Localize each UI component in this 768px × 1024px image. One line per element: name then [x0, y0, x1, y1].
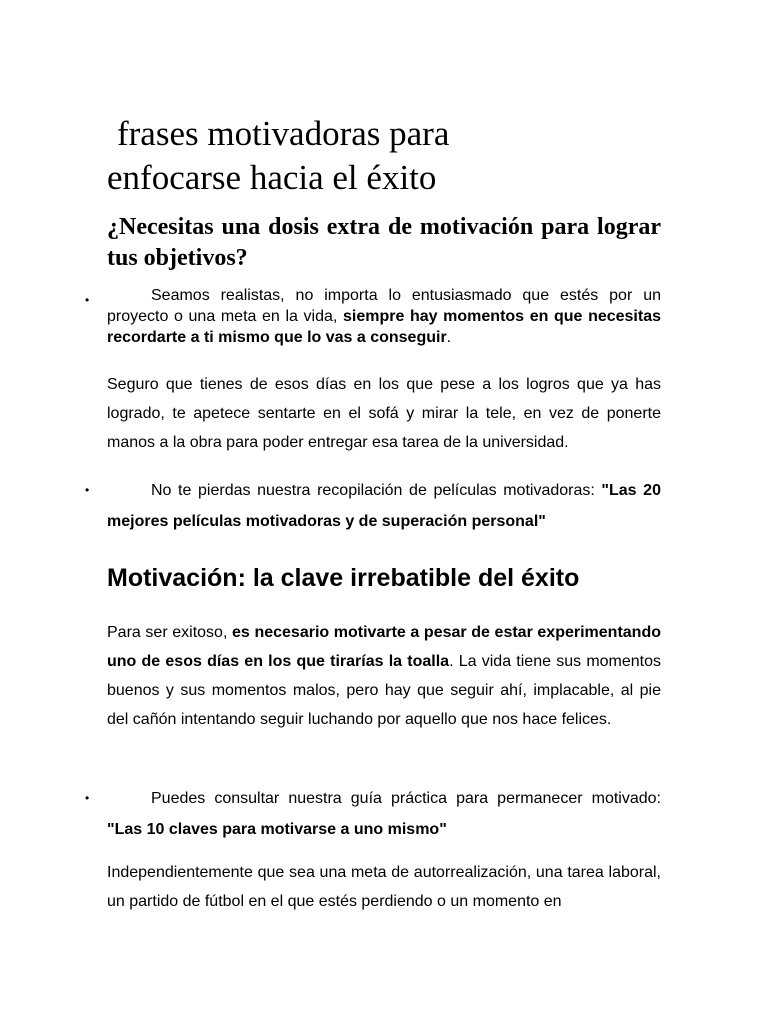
section-heading: Motivación: la clave irrebatible del éxito	[107, 564, 580, 592]
paragraph-independientemente: Independientemente que sea una meta de autorrealización, una tarea laboral, un partido de fútbol en el que estés perdiendo o un momento en	[107, 864, 661, 910]
guide-link[interactable]: "Las 10 claves para motivarse a uno mismo"	[107, 821, 447, 838]
paragraph-exitoso	[107, 618, 661, 734]
title-line-2: enfocarse hacia el éxito	[107, 158, 437, 197]
page-title	[107, 112, 661, 200]
bullet-2-text: No te pierdas nuestra recopilación de películas motivadoras:	[151, 482, 595, 499]
bullet-marker: •	[85, 791, 90, 805]
para-2-bold: es necesario motivarte a pesar de estar experimentando uno de esos días en los que tirarías la toalla	[107, 624, 661, 670]
bullet-1-bold: siempre hay momentos en que necesitas recordarte a ti mismo que lo vas a conseguir	[107, 308, 662, 346]
para-2-start: Para ser exitoso,	[107, 624, 228, 641]
bullet-item-realistas	[107, 285, 661, 348]
paragraph-seguro: Seguro que tienes de esos días en los que pese a los logros que ya has logrado, te apetece sentarte en el sofá y mirar la tele, en vez de ponerte manos a la obra para poder entregar esa tarea de la universidad.	[107, 376, 661, 451]
bullet-3-text: Puedes consultar nuestra guía práctica para permanecer motivado:	[151, 790, 661, 807]
bullet-1-end: .	[446, 329, 452, 346]
bullet-item-guia	[107, 783, 661, 845]
title-line-1: frases motivadoras para	[117, 114, 450, 153]
bullet-marker: •	[85, 483, 90, 497]
subtitle-question: ¿Necesitas una dosis extra de motivación para lograr tus objetivos?	[107, 214, 661, 271]
movies-link[interactable]: "Las 20 mejores películas motivadoras y de superación personal"	[107, 482, 661, 530]
bullet-marker: •	[85, 293, 90, 307]
bullet-item-peliculas	[107, 475, 661, 537]
para-2-end: . La vida tiene sus momentos buenos y sus momentos malos, pero hay que seguir ahí, implacable, al pie del cañón intentando seguir luchando por aquello que nos hace felices.	[107, 653, 662, 728]
bullet-1-text: Seamos realistas, no importa lo entusiasmado que estés por un proyecto o una meta en la vida,	[107, 287, 661, 325]
